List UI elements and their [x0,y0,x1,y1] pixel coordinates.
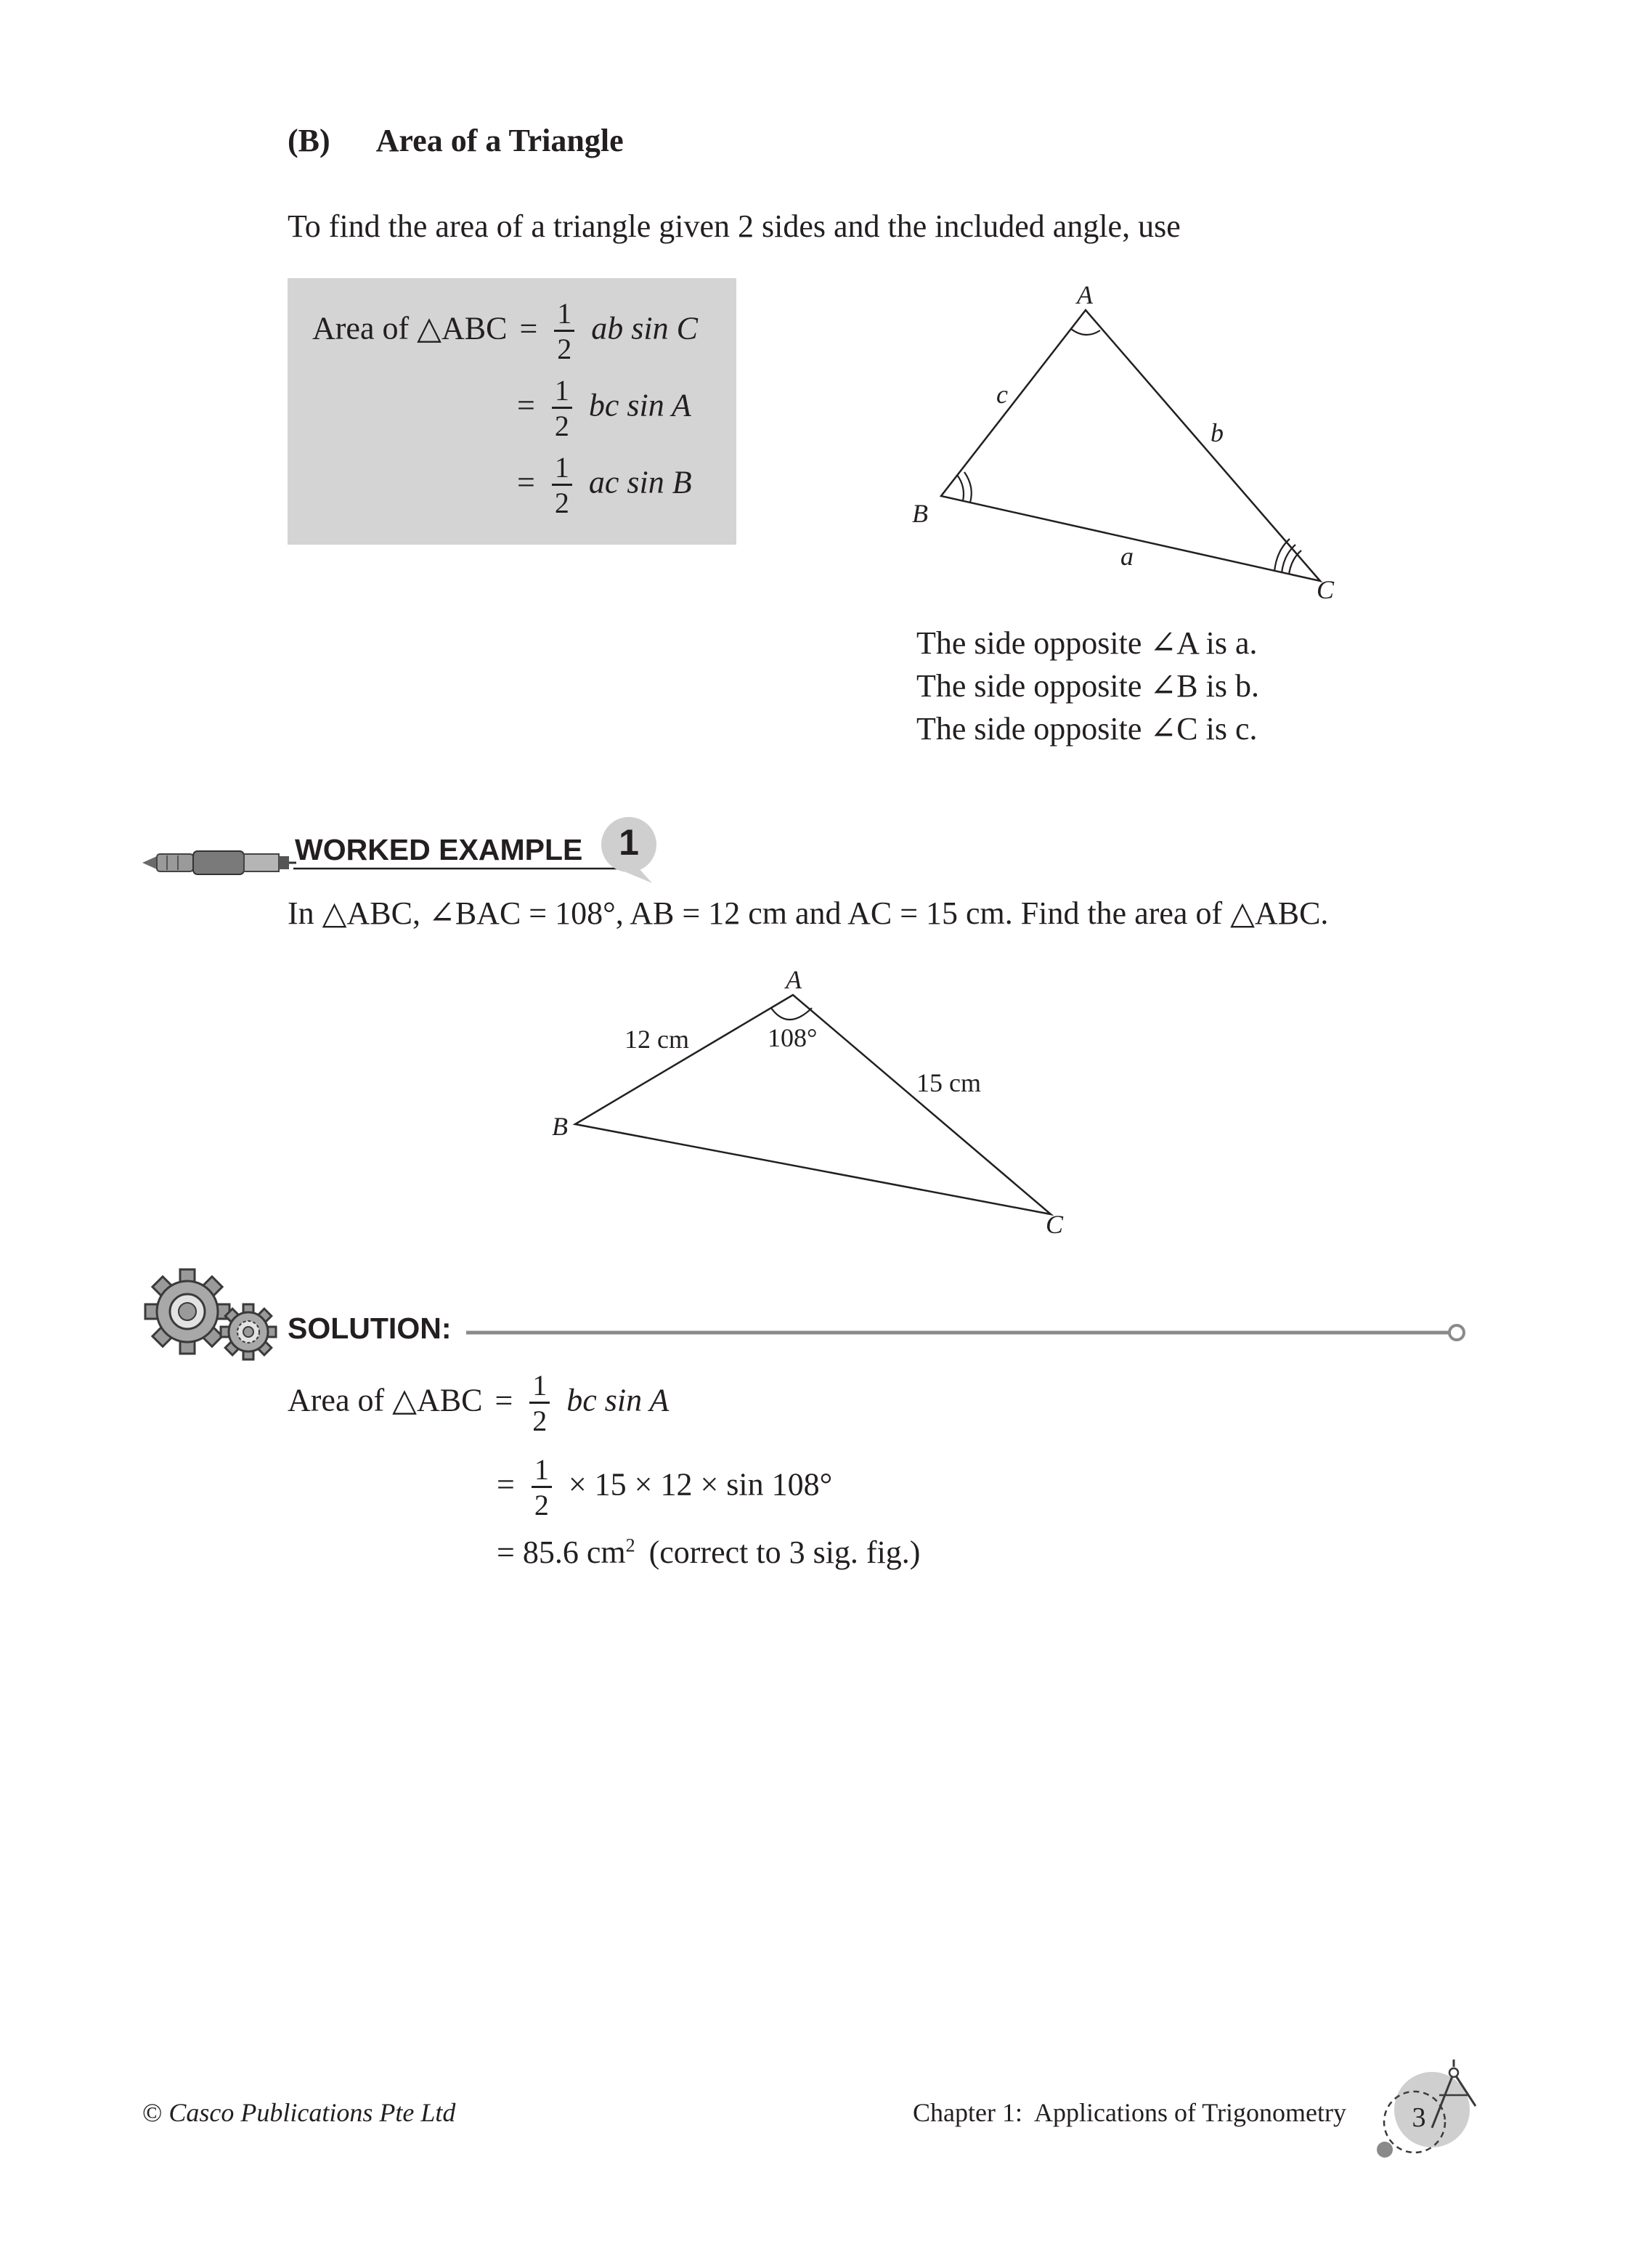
fraction-half: $\frac{1}{2}$ [552,453,572,518]
solution-line-3: = 85.6 $cm^2$ (correct to 3 sig. fig.) [497,1534,921,1570]
worked-example-number: 1 [619,822,639,863]
vertex-label-a: A [1077,280,1093,309]
publisher-name: Casco Publications Pte Ltd [168,2098,456,2127]
side-label-b: b [1210,418,1224,447]
side-length-ab: 12 cm [624,1025,689,1054]
fraction-half: $\frac{1}{2}$ [529,1371,550,1436]
solution-line-1: Area of △ABC = $\frac{1}{2}$ bc sin A [288,1369,670,1437]
formula-line-2: = $\frac{1}{2}$ bc sin A [517,374,691,442]
fraction-half: $\frac{1}{2}$ [552,376,572,441]
section-title: Area of a Triangle [375,123,624,158]
formula-term-ab: ab sin C [591,310,698,346]
formula-lhs: Area of △ABC [312,310,508,346]
vertex-label-c: C [1046,1210,1064,1239]
vertex-label-b: B [552,1112,568,1141]
footer-chapter: Chapter 1: Applications of Trigonometry [913,2098,1346,2127]
note-line: The side opposite ∠C is c. [916,711,1258,747]
note-line: The side opposite ∠B is b. [916,668,1259,704]
side-length-ac: 15 cm [916,1068,981,1097]
side-label-a: a [1120,542,1134,571]
fraction-half: $\frac{1}{2}$ [554,299,574,364]
worked-example-heading: WORKED EXAMPLE [295,833,583,866]
worked-example-problem: In △ABC, ∠BAC = 108°, AB = 12 cm and AC = 15 cm. Find the area of △ABC. [288,895,1329,931]
angle-label-a: 108° [768,1023,818,1052]
section-intro: To find the area of a triangle given 2 sides and the included angle, use [288,208,1181,244]
section-letter: (B) [288,123,330,158]
note-line: The side opposite ∠A is a. [916,625,1258,661]
fraction-half: $\frac{1}{2}$ [532,1455,552,1520]
copyright-symbol: © [142,2098,163,2127]
solution-heading: SOLUTION: [288,1312,452,1345]
page-number: 3 [1412,2102,1426,2133]
vertex-label-b: B [912,499,928,528]
side-label-c: c [996,380,1008,409]
formula-term-ac: ac sin B [588,464,692,500]
formula-term-bc: bc sin A [588,387,691,423]
formula-line-3: = $\frac{1}{2}$ ac sin B [517,451,692,519]
vertex-label-a: A [786,965,802,994]
solution-line-2: = $\frac{1}{2}$ × 15 × 12 × sin 108° [497,1453,833,1521]
formula-line-1: Area of △ABC = $\frac{1}{2}$ ab sin C [312,297,698,365]
vertex-label-c: C [1317,575,1335,604]
